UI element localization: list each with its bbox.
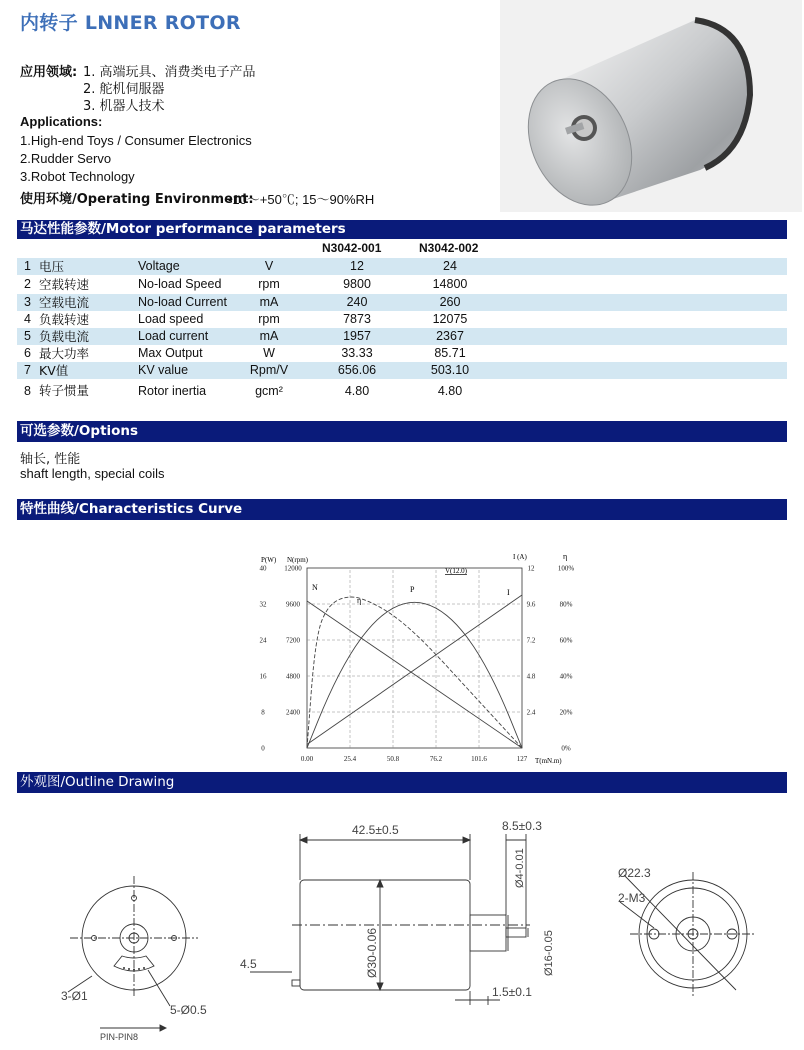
applications-en-item: 2.Rudder Servo xyxy=(20,151,112,166)
tick-label-eta: 20% xyxy=(559,708,573,717)
tick-label-i: 9.6 xyxy=(526,600,536,609)
front-view xyxy=(61,876,207,1042)
tick-label-p: 40 xyxy=(259,564,267,573)
pin-length-label: 4.5 xyxy=(240,957,257,971)
table-row: 3 空载电流 No-load Current mA 240 260 xyxy=(17,294,787,311)
curve-label-eta: η xyxy=(357,596,362,605)
pcd-label: Ø22.3 xyxy=(618,866,651,880)
tick-label-n: 7200 xyxy=(286,636,300,645)
curve-header: 特性曲线/Characteristics Curve xyxy=(17,499,787,520)
front-pins-label: 5-Ø0.5 xyxy=(170,1003,207,1017)
tick-label-p: 16 xyxy=(259,672,267,681)
side-view xyxy=(240,819,555,1005)
tick-label-x: 127 xyxy=(516,755,528,763)
screws-label: 2-M3 xyxy=(618,891,646,905)
axis-label-p: P(W) xyxy=(261,556,277,564)
tick-label-i: 12 xyxy=(527,564,535,573)
tick-label-x: 0.00 xyxy=(300,755,314,763)
chart-title: V(12.0) xyxy=(445,567,467,575)
model-b-heading: N3042-002 xyxy=(419,241,479,255)
motor-photo xyxy=(500,0,802,212)
tick-label-eta: 80% xyxy=(559,600,573,609)
boss-dia-label: Ø16-0.05 xyxy=(543,930,555,976)
boss-length-label: 1.5±0.1 xyxy=(492,985,532,999)
tick-label-n: 4800 xyxy=(286,672,300,681)
tick-label-p: 24 xyxy=(259,636,267,645)
front-holes-label: 3-Ø1 xyxy=(61,989,88,1003)
table-row: 1 电压 Voltage V 12 24 xyxy=(17,258,787,275)
tick-label-p: 32 xyxy=(259,600,267,609)
length-label: 42.5±0.5 xyxy=(352,823,399,837)
tick-label-eta: 100% xyxy=(557,564,575,573)
curve-label-i: I xyxy=(507,588,510,597)
tick-label-x: 25.4 xyxy=(343,755,357,763)
axis-label-t: T(mN.m) xyxy=(535,757,562,765)
curve-label-p: P xyxy=(410,585,415,594)
outline-drawing xyxy=(30,800,790,1045)
applications-en-heading: Applications: xyxy=(20,114,103,129)
axis-label-i: I (A) xyxy=(513,553,527,561)
tick-label-x: 101.6 xyxy=(471,755,487,763)
table-row: 7 KV值 KV value Rpm/V 656.06 503.10 xyxy=(17,362,787,379)
table-row: 5 负载电流 Load current mA 1957 2367 xyxy=(17,328,787,345)
applications-en-item: 3.Robot Technology xyxy=(20,169,135,184)
back-view xyxy=(618,866,756,996)
options-cn: 轴长, 性能 xyxy=(20,452,81,467)
tick-label-p: 8 xyxy=(261,708,265,717)
applications-en-item: 1.High-end Toys / Consumer Electronics xyxy=(20,133,252,148)
environment-value: -10～+50℃; 15～90%RH xyxy=(228,192,375,207)
shaft-length-label: 8.5±0.3 xyxy=(502,819,542,833)
table-row: 4 负载转速 Load speed rpm 7873 12075 xyxy=(24,312,468,327)
tick-label-n: 2400 xyxy=(286,708,300,717)
axis-label-n: N(rpm) xyxy=(287,556,308,564)
tick-label-n: 9600 xyxy=(286,600,300,609)
applications-cn-item: 1. 高端玩具、消费类电子产品 xyxy=(83,65,256,80)
table-row: 8 转子惯量 Rotor inertia gcm² 4.80 4.80 xyxy=(24,383,463,398)
outline-header: 外观图/Outline Drawing xyxy=(17,772,787,793)
tick-label-eta: 40% xyxy=(559,672,573,681)
options-header: 可选参数/Options xyxy=(17,421,787,442)
curve-label-n: N xyxy=(312,583,318,592)
applications-cn-label: 应用领域: xyxy=(20,65,78,80)
tick-label-x: 50.8 xyxy=(386,755,400,763)
tick-label-i: 7.2 xyxy=(526,636,536,645)
table-row: 6 最大功率 Max Output W 33.33 85.71 xyxy=(24,346,466,361)
performance-header: 马达性能参数/Motor performance parameters xyxy=(17,220,787,239)
pin-label: PIN-PIN8 xyxy=(100,1032,139,1042)
characteristics-chart xyxy=(245,545,585,770)
tick-label-eta: 60% xyxy=(559,636,573,645)
body-dia-label: Ø30-0.06 xyxy=(365,927,379,978)
page-title: 内转子 LNNER ROTOR xyxy=(20,12,241,34)
options-en: shaft length, special coils xyxy=(20,466,165,481)
tick-label-x: 76.2 xyxy=(429,755,443,763)
tick-label-eta: 0% xyxy=(561,744,571,753)
tick-label-p: 0 xyxy=(261,744,265,753)
tick-label-n: 12000 xyxy=(284,564,302,573)
shaft-dia-label: Ø4-0.01 xyxy=(514,848,526,888)
tick-label-i: 4.8 xyxy=(526,672,536,681)
axis-label-eta: η xyxy=(563,552,568,561)
table-row: 2 空载转速 No-load Speed rpm 9800 14800 xyxy=(24,277,468,292)
applications-cn-item: 2. 舵机伺服器 xyxy=(83,82,165,97)
model-a-heading: N3042-001 xyxy=(322,241,382,255)
tick-label-i: 2.4 xyxy=(526,708,536,717)
applications-cn-item: 3. 机器人技术 xyxy=(83,99,165,114)
environment-label: 使用环境/Operating Environment: xyxy=(20,192,254,207)
